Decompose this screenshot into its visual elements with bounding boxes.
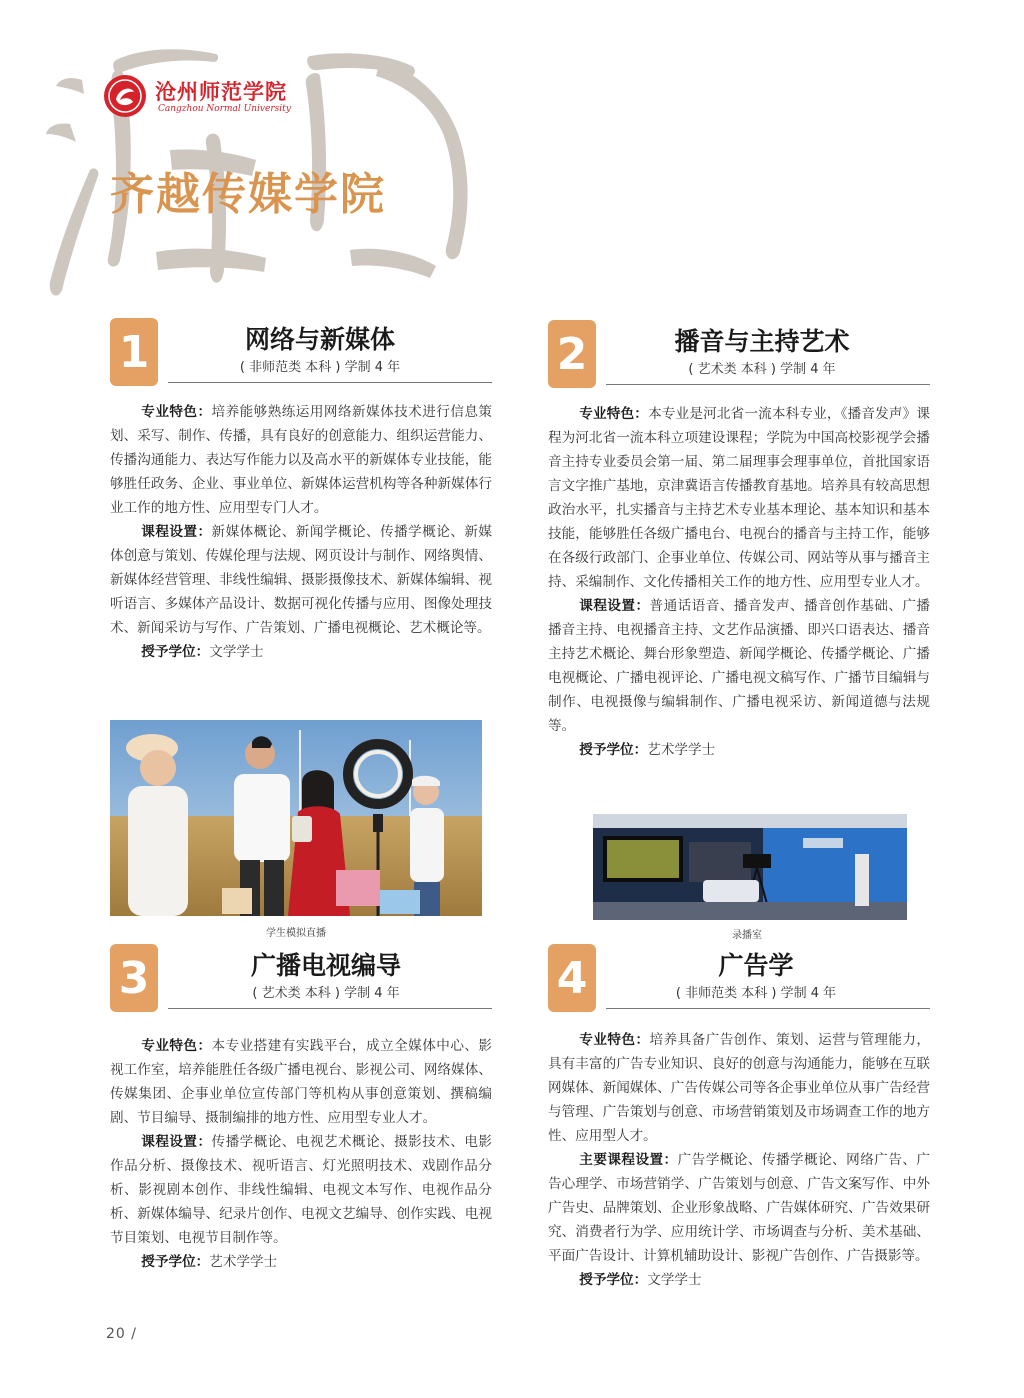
features-text: 培养能够熟练运用网络新媒体技术进行信息策划、采写、制作、传播，具有良好的创意能力、组织运营能力、传播沟通能力、表达写作能力以及高水平的新媒体专业技能，能够胜任政务、企业、事业单位、新媒体运营机构等各种新媒体行业工作的地方性、应用型专门人才。 [110,404,493,516]
university-name-cn: 沧州师范学院 [155,79,287,104]
major-section-4 [548,944,930,1014]
courses-label: 课程设置： [141,1134,212,1150]
degree-paragraph [110,640,492,664]
courses-paragraph [110,1130,492,1250]
section-number-badge: 2 [548,320,596,388]
major-description-4 [548,1028,930,1292]
photo-caption-studio: 录播室 [732,930,762,941]
major-description-2 [548,402,930,762]
major-subtitle: ( 非师范类 本科 ) 学制 4 年 [675,986,837,1001]
page-number: 20 / [106,1326,137,1342]
section-divider [168,382,492,383]
section-number-badge: 3 [110,944,158,1012]
section-divider [606,384,930,385]
features-paragraph [548,402,930,594]
section-number-badge: 1 [110,318,158,386]
features-label: 专业特色： [579,406,649,422]
courses-label: 课程设置： [579,598,650,614]
college-title: 齐越传媒学院 [110,169,386,220]
major-subtitle: ( 艺术类 本科 ) 学制 4 年 [252,986,400,1001]
degree-label: 授予学位： [579,1272,648,1288]
major-title: 网络与新媒体 [244,325,395,354]
courses-text: 普通话语音、播音发声、播音创作基础、广播播音主持、电视播音主持、文艺作品演播、即兴口语表达、播音主持艺术概论、舞台形象塑造、新闻学概论、传播学概论、广播电视概论、广播电视评论、广播电视文稿写作、广播节目编辑与制作、电视摄像与编辑制作、广播电视采访、新闻道德与法规等。 [548,598,931,734]
university-logo [103,72,303,124]
university-name-en: Cangzhou Normal University [158,104,291,114]
major-description-3 [110,1034,492,1274]
degree-text: 艺术学学士 [647,742,716,758]
features-label: 专业特色： [579,1032,650,1048]
major-section-3 [110,944,492,1014]
major-title: 广播电视编导 [250,951,401,980]
recording-studio-photo [593,814,907,920]
degree-label: 授予学位： [141,1254,210,1270]
features-paragraph [548,1028,930,1148]
degree-paragraph [548,1268,930,1292]
features-text: 本专业是河北省一流本科专业，《播音发声》课程为河北省一流本科立项建设课程；学院为中国高校影视学会播音主持专业委员会第一届、第二届理事会理事单位，首批国家语言文字推广基地，京津冀语言传播教育基地。培养具有较高思想政治水平，扎实播音与主持艺术专业基本理论、基本知识和基本技能，能够胜任各级广播电台、电视台的播音与主持工作，能够在各级行政部门、企事业单位、传媒公司、网站等从事与播音主持、采编制作、文化传播相关工作的地方性、应用型专业人才。 [548,406,931,590]
degree-paragraph [548,738,930,762]
courses-text: 广告学概论、传播学概论、网络广告、广告心理学、市场营销学、广告策划与创意、广告文案写作、中外广告史、品牌策划、企业形象战略、广告媒体研究、广告效果研究、消费者行为学、应用统计学、市场调查与分析、美术基础、平面广告设计、计算机辅助设计、影视广告创作、广告摄影等。 [548,1152,931,1264]
degree-label: 授予学位： [141,644,210,660]
features-label: 专业特色： [141,1038,212,1054]
features-text: 本专业搭建有实践平台，成立全媒体中心、影视工作室，培养能胜任各级广播电视台、影视公司、网络媒体、传媒集团、企事业单位宣传部门等机构从事创意策划、撰稿编剧、节目编导、摄制编排的地方性、应用型专业人才。 [110,1038,493,1126]
university-emblem-icon [103,74,147,118]
degree-text: 艺术学学士 [209,1254,278,1270]
major-subtitle: ( 非师范类 本科 ) 学制 4 年 [239,360,401,375]
major-section-1 [110,318,492,388]
major-subtitle: ( 艺术类 本科 ) 学制 4 年 [688,362,836,377]
major-section-2 [548,320,930,390]
degree-text: 文学学士 [209,644,264,660]
section-number-badge: 4 [548,944,596,1012]
courses-text: 传播学概论、电视艺术概论、摄影技术、电影作品分析、摄像技术、视听语言、灯光照明技术、戏剧作品分析、影视剧本创作、非线性编辑、电视文本写作、电视作品分析、新媒体编导、纪录片创作、电视文艺编导、创作实践、电视节目策划、电视节目制作等。 [110,1134,493,1246]
courses-label: 主要课程设置： [579,1152,678,1168]
student-live-stream-photo [110,720,482,916]
courses-paragraph [548,594,930,738]
degree-paragraph [110,1250,492,1274]
section-divider [168,1008,492,1009]
major-title: 广告学 [718,951,794,980]
courses-text: 新媒体概论、新闻学概论、传播学概论、新媒体创意与策划、传媒伦理与法规、网页设计与制作、网络舆情、新媒体经营管理、非线性编辑、摄影摄像技术、新媒体编辑、视听语言、多媒体产品设计、数据可视化传播与应用、图像处理技术、新闻采访与写作、广告策划、广播电视概论、艺术概论等。 [110,524,493,636]
features-text: 培养具备广告创作、策划、运营与管理能力，具有丰富的广告专业知识、良好的创意与沟通能力，能够在互联网媒体、新闻媒体、广告传媒公司等各企事业单位从事广告经营与管理、广告策划与创意、市场营销策划及市场调查工作的地方性、应用型人才。 [548,1032,931,1144]
major-title: 播音与主持艺术 [674,327,850,356]
major-description-1 [110,400,492,664]
photo-caption-live: 学生模拟直播 [266,928,326,939]
degree-label: 授予学位： [579,742,648,758]
section-divider [606,1008,930,1009]
features-label: 专业特色： [141,404,212,420]
courses-paragraph [110,520,492,640]
degree-text: 文学学士 [647,1272,702,1288]
courses-label: 课程设置： [141,524,212,540]
features-paragraph [110,400,492,520]
courses-paragraph [548,1148,930,1268]
features-paragraph [110,1034,492,1130]
